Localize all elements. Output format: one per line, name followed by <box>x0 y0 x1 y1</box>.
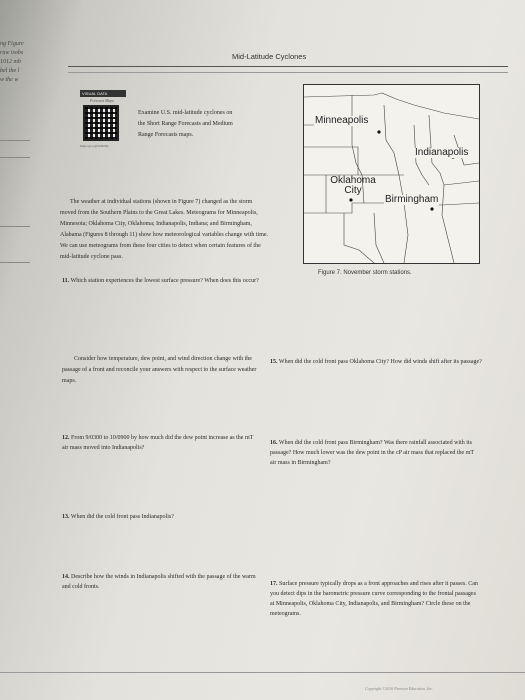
margin-line: raw isobs <box>0 50 24 56</box>
question-number: 13. <box>62 514 70 520</box>
question-number: 16. <box>270 440 278 446</box>
margin-line: 1012 mb <box>0 59 21 65</box>
header-divider <box>68 66 508 67</box>
question-12 <box>62 433 257 453</box>
visual-data-box <box>80 90 132 162</box>
question-11 <box>62 276 262 286</box>
question-text: From 9/0300 to 10/0900 by how much did the dew point increase as the mT air mass moved into Indianapolis? <box>62 435 254 451</box>
header-divider <box>68 72 508 73</box>
question-15 <box>270 357 485 367</box>
intro-paragraph: The weather at individual stations (shown in Figure 7) changed as the storm moved from the Southern Plains to the Great Lakes. Meteograms for Minneapolis, Minnesota; Oklahoma City, Oklahoma; Indianapolis, Indiana; and Birmingham, Alabama (Figures 8 through 11) show how meteorological variables change with time. We can use meteograms from these four cities to detect when certain features of the mid-latitude cyclone pass. <box>60 199 269 260</box>
previous-page-edge-text <box>0 40 40 85</box>
question-text: Which station experiences the lowest surface pressure? When does this occur? <box>70 278 259 284</box>
question-16 <box>270 438 480 468</box>
question-number: 12. <box>62 435 70 441</box>
question-14 <box>62 572 257 592</box>
question-13 <box>62 512 262 522</box>
margin-line: w the w <box>0 77 19 83</box>
question-number: 11. <box>62 278 70 284</box>
question-text: When did the cold front pass Oklahoma City? How did winds shift after its passage? <box>278 359 482 365</box>
city-label-minneapolis: Minneapolis <box>315 115 369 126</box>
consider-paragraph: Consider how temperature, dew point, and wind direction change with the passage of a front and reconcile your answers with respect to the surface weather maps. <box>62 356 257 384</box>
city-label-birmingham: Birmingham <box>385 194 439 205</box>
us-states-outline <box>304 85 479 263</box>
minneapolis-marker <box>377 130 380 133</box>
storm-stations-map <box>303 84 480 264</box>
question-17 <box>270 579 480 619</box>
visual-data-url[interactable]: http://goo.gl/i2Nz8y <box>80 144 109 148</box>
margin-divider <box>0 157 30 158</box>
birmingham-marker <box>430 207 433 210</box>
question-number: 15. <box>270 359 278 365</box>
copyright-notice: Copyright ©2016 Pearson Education, Inc. <box>365 686 434 691</box>
visual-data-subtitle: Forecast Maps <box>90 98 114 103</box>
footer-divider <box>0 672 525 673</box>
question-number: 14. <box>62 574 70 580</box>
margin-divider <box>0 226 30 227</box>
qr-code-icon[interactable] <box>83 105 119 141</box>
figure-caption: Figure 7. November storm stations. <box>318 270 412 276</box>
question-text: Surface pressure typically drops as a front approaches and rises after it passes. Can you detect dips in the barometric pressure curve corresponding to the frontal passages at Minneapolis, Oklahoma City, Indianapolis, and Birmingham? Circle these on the meteograms. <box>270 581 478 617</box>
visual-data-tag: VISUAL DATA <box>80 90 126 97</box>
oklahoma-city-marker <box>349 198 352 201</box>
question-text: Describe how the winds in Indianapolis shifted with the passage of the warm and cold fronts. <box>62 574 256 590</box>
margin-divider <box>0 262 30 263</box>
margin-line: ng Figure <box>0 41 24 47</box>
visual-data-description: Examine U.S. mid-latitude cyclones on the Short Range Forecasts and Medium Range Forecasts maps. <box>138 110 233 138</box>
question-text: When did the cold front pass Birmingham? Was there rainfall associated with its passage? How much lower was the dew point in the cP air mass that replaced the mT air mass in Birmingham? <box>270 440 474 466</box>
margin-line: bel the l <box>0 68 20 74</box>
question-text: When did the cold front pass Indianapolis? <box>70 514 174 520</box>
page-header-title: Mid-Latitude Cyclones <box>232 52 307 61</box>
city-label-oklahoma-city: Oklahoma City <box>330 175 376 196</box>
city-label-indianapolis: Indianapolis <box>415 147 469 158</box>
question-number: 17. <box>270 581 278 587</box>
margin-divider <box>0 140 30 141</box>
